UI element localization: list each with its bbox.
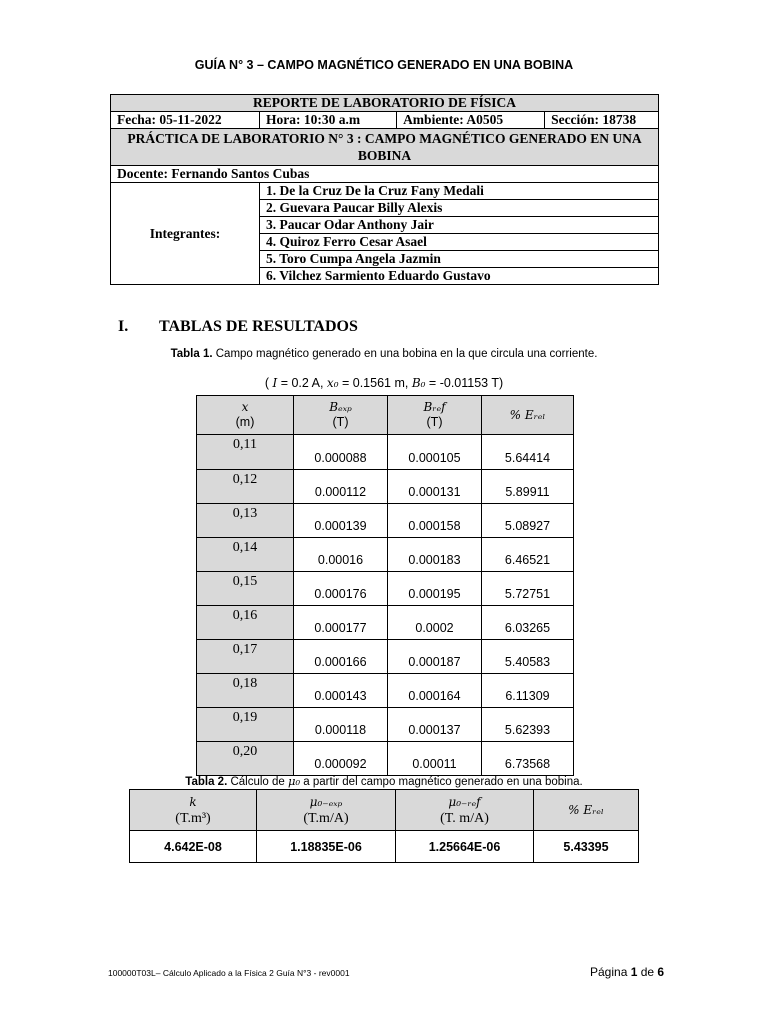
table-row (197, 708, 574, 742)
page-label: Página (590, 965, 631, 979)
bref-cell: 0.000183 (388, 538, 482, 572)
section-title: TABLAS DE RESULTADOS (159, 318, 358, 335)
x-cell: 0,17 (197, 640, 294, 674)
section-heading (118, 318, 358, 336)
integrante-item: 4. Quiroz Ferro Cesar Asael (260, 234, 659, 251)
header-symbol: Bᵣₑf (423, 400, 446, 414)
table-row (197, 640, 574, 674)
table2-caption-text-end: a partir del campo magnético generado en una bobina. (300, 776, 583, 788)
table2-header-k (130, 790, 257, 831)
table2-caption-label: Tabla 2. (185, 776, 228, 788)
x-cell: 0,20 (197, 742, 294, 776)
footer-doc-code: 100000T03L– Cálculo Aplicado a la Física 2 Guía N°3 - rev0001 (108, 968, 350, 978)
page-total: 6 (657, 965, 665, 979)
page-of: de (637, 965, 658, 979)
table1 (196, 395, 574, 776)
table1-caption-text: Campo magnético generado en una bobina en la que circula una corriente. (212, 348, 598, 360)
error-cell: 6.11309 (482, 674, 574, 708)
table2-header-mu-ref (396, 790, 534, 831)
table2-caption (0, 774, 768, 788)
error-cell: 5.43395 (534, 831, 639, 863)
bref-cell: 0.000105 (388, 435, 482, 470)
header-unit: (T.m³) (175, 810, 211, 826)
bexp-cell: 0.000166 (294, 640, 388, 674)
bexp-cell: 0.000176 (294, 572, 388, 606)
hora-cell: Hora: 10:30 a.m (260, 112, 397, 129)
error-cell: 6.73568 (482, 742, 574, 776)
table2-header-mu-exp (257, 790, 396, 831)
x-cell: 0,18 (197, 674, 294, 708)
bref-cell: 0.000158 (388, 504, 482, 538)
bexp-cell: 0.000112 (294, 470, 388, 504)
header-symbol: x (241, 400, 249, 414)
mu-ref-cell: 1.25664E-06 (396, 831, 534, 863)
table-row (197, 572, 574, 606)
error-cell: 6.46521 (482, 538, 574, 572)
table-row (197, 504, 574, 538)
section-number: I. (118, 318, 129, 335)
x-cell: 0,11 (197, 435, 294, 470)
ambiente-cell: Ambiente: A0505 (397, 112, 545, 129)
table-row (197, 606, 574, 640)
integrante-item: 2. Guevara Paucar Billy Alexis (260, 200, 659, 217)
table-row (197, 470, 574, 504)
header-symbol: % Eᵣₑₗ (509, 407, 546, 422)
header-symbol: % Eᵣₑₗ (568, 802, 604, 817)
bref-cell: 0.000195 (388, 572, 482, 606)
header-symbol: μ₀₋ₑₓₚ (309, 794, 343, 809)
mu0-symbol: μ₀ (288, 774, 301, 788)
integrante-item: 1. De la Cruz De la Cruz Fany Medali (260, 183, 659, 200)
header-unit: (m) (235, 415, 255, 429)
integrante-item: 6. Vilchez Sarmiento Eduardo Gustavo (260, 268, 659, 285)
k-cell: 4.642E-08 (130, 831, 257, 863)
mu-exp-cell: 1.18835E-06 (257, 831, 396, 863)
bexp-cell: 0.000092 (294, 742, 388, 776)
bexp-cell: 0.000139 (294, 504, 388, 538)
b0-symbol: B₀ (411, 376, 426, 390)
bexp-cell: 0.000143 (294, 674, 388, 708)
footer-page-number (590, 965, 664, 979)
table1-caption-label: Tabla 1. (170, 348, 213, 360)
table2-header-error (534, 790, 639, 831)
header-symbol: Bₑₓₚ (329, 400, 352, 414)
bref-cell: 0.000164 (388, 674, 482, 708)
current-symbol: I (272, 376, 278, 390)
seccion-cell: Sección: 18738 (545, 112, 659, 129)
x0-value: = 0.1561 m, (338, 376, 412, 390)
table1-header-x (197, 396, 294, 435)
table1-caption (0, 348, 768, 360)
integrante-item: 5. Toro Cumpa Angela Jazmin (260, 251, 659, 268)
b0-value: = -0.01153 T) (425, 376, 504, 390)
bexp-cell: 0.000118 (294, 708, 388, 742)
bexp-cell: 0.000088 (294, 435, 388, 470)
table-row (197, 435, 574, 470)
table1-params (0, 376, 768, 390)
error-cell: 5.08927 (482, 504, 574, 538)
error-cell: 5.64414 (482, 435, 574, 470)
fecha-cell: Fecha: 05-11-2022 (111, 112, 260, 129)
current-value: = 0.2 A, (277, 376, 327, 390)
x-cell: 0,12 (197, 470, 294, 504)
table-row (197, 742, 574, 776)
header-unit: (T.m/A) (303, 810, 349, 826)
header-unit: (T. m/A) (440, 810, 489, 826)
table1-header-bexp (294, 396, 388, 435)
table-row (130, 831, 639, 863)
report-title: REPORTE DE LABORATORIO DE FÍSICA (111, 95, 659, 112)
integrantes-label: Integrantes: (111, 183, 260, 285)
page-current: 1 (630, 965, 638, 979)
header-unit: (T) (426, 415, 443, 429)
x-cell: 0,16 (197, 606, 294, 640)
bref-cell: 0.000187 (388, 640, 482, 674)
header-unit: (T) (332, 415, 349, 429)
bref-cell: 0.0002 (388, 606, 482, 640)
report-header-table (110, 94, 659, 285)
guide-title: GUÍA N° 3 – CAMPO MAGNÉTICO GENERADO EN UNA BOBINA (194, 58, 574, 72)
x-cell: 0,19 (197, 708, 294, 742)
integrante-item: 3. Paucar Odar Anthony Jair (260, 217, 659, 234)
table2 (129, 789, 639, 863)
error-cell: 5.40583 (482, 640, 574, 674)
error-cell: 6.03265 (482, 606, 574, 640)
table1-header-error (482, 396, 574, 435)
error-cell: 5.72751 (482, 572, 574, 606)
header-symbol: μ₀₋ᵣₑf (448, 794, 481, 809)
bref-cell: 0.000137 (388, 708, 482, 742)
table1-header-bref (388, 396, 482, 435)
bexp-cell: 0.00016 (294, 538, 388, 572)
x0-symbol: x₀ (326, 376, 339, 390)
x-cell: 0,14 (197, 538, 294, 572)
table-row (197, 674, 574, 708)
x-cell: 0,13 (197, 504, 294, 538)
error-cell: 5.62393 (482, 708, 574, 742)
bref-cell: 0.000131 (388, 470, 482, 504)
bref-cell: 0.00011 (388, 742, 482, 776)
table2-caption-text: Cálculo de (227, 776, 288, 788)
header-symbol: k (189, 794, 197, 809)
bexp-cell: 0.000177 (294, 606, 388, 640)
table-row (197, 538, 574, 572)
practica-title: PRÁCTICA DE LABORATORIO N° 3 : CAMPO MAGNÉTICO GENERADO EN UNA BOBINA (111, 129, 659, 166)
error-cell: 5.89911 (482, 470, 574, 504)
docente-cell: Docente: Fernando Santos Cubas (111, 166, 659, 183)
params-open: ( (264, 376, 273, 390)
x-cell: 0,15 (197, 572, 294, 606)
